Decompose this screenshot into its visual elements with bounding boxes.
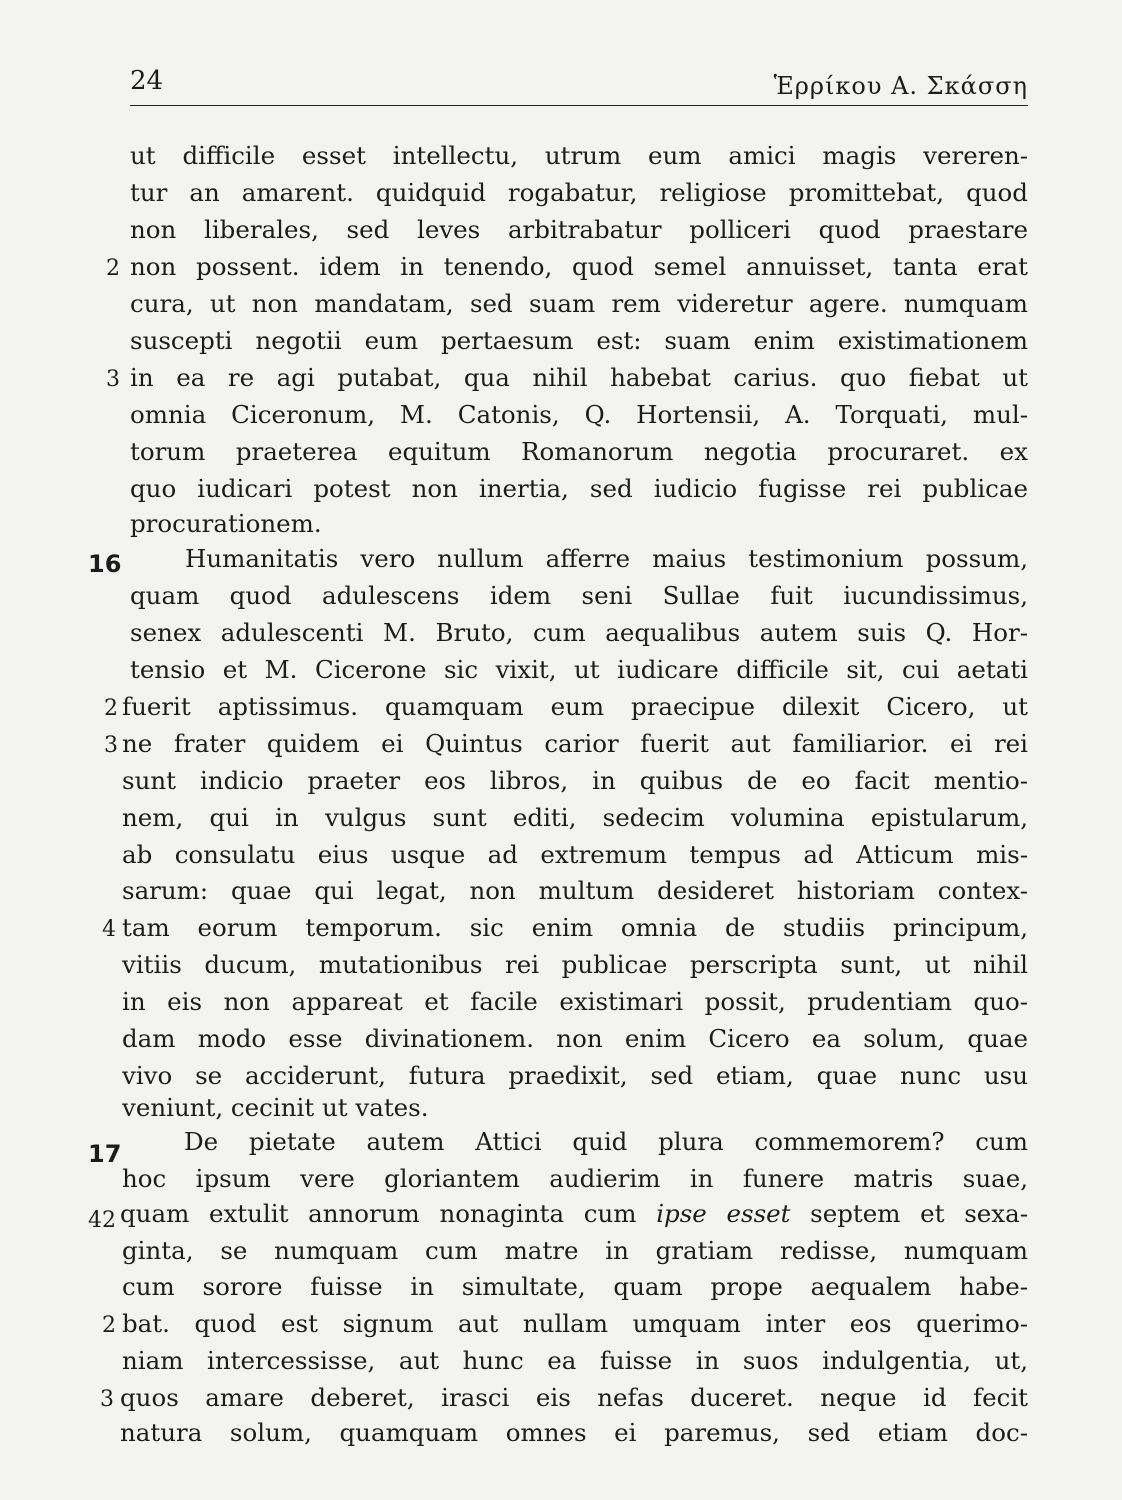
text-line: procurationem. xyxy=(130,509,322,538)
text-line xyxy=(120,1200,1028,1230)
margin-number: 4 xyxy=(102,917,116,942)
text-line: quo iudicari potest non inertia, sed iudicio fugisse rei publicae xyxy=(130,474,1028,503)
text-line: torum praeterea equitum Romanorum negotia procuraret. ex xyxy=(130,437,1028,466)
text-line: vivo se acciderunt, futura praedixit, sed etiam, quae nunc usu xyxy=(122,1061,1028,1090)
margin-number: 42 xyxy=(88,1208,116,1233)
text-line: veniunt, cecinit ut vates. xyxy=(122,1093,429,1122)
text-line: in eis non appareat et facile existimari possit, prudentiam quo- xyxy=(122,987,1028,1016)
text-line: ginta, se numquam cum matre in gratiam redisse, numquam xyxy=(122,1236,1028,1265)
text-line: omnia Ciceronum, M. Catonis, Q. Hortensii, A. Torquati, mul- xyxy=(130,400,1028,429)
text-line: ne frater quidem ei Quintus carior fuerit aut familiarior. ei rei xyxy=(122,729,1028,758)
chapter-number: 16 xyxy=(88,550,122,578)
text-line: senex adulescenti M. Bruto, cum aequalibus autem suis Q. Hor- xyxy=(130,618,1028,647)
text-line: ut difficile esset intellectu, utrum eum amici magis vereren- xyxy=(130,141,1028,170)
text-line: niam intercessisse, aut hunc ea fuisse in suos indulgentia, ut, xyxy=(122,1346,1028,1375)
text-line: De pietate autem Attici quid plura commemorem? cum xyxy=(184,1127,1028,1156)
margin-number: 2 xyxy=(106,256,120,281)
text-line: Humanitatis vero nullum afferre maius testimonium possum, xyxy=(185,544,1028,573)
text-segment: septem et sexa- xyxy=(790,1199,1028,1228)
text-line: hoc ipsum vere gloriantem audierim in funere matris suae, xyxy=(122,1164,1028,1193)
text-line: in ea re agi putabat, qua nihil habebat carius. quo fiebat ut xyxy=(130,363,1028,392)
text-line: dam modo esse divinationem. non enim Cicero ea solum, quae xyxy=(122,1024,1028,1053)
page-number: 24 xyxy=(130,66,164,96)
margin-number: 2 xyxy=(104,696,118,721)
text-line: tensio et M. Cicerone sic vixit, ut iudicare difficile sit, cui aetati xyxy=(130,655,1028,684)
margin-number: 3 xyxy=(104,733,118,758)
margin-number: 3 xyxy=(100,1387,114,1412)
text-line: non liberales, sed leves arbitrabatur polliceri quod praestare xyxy=(130,215,1028,244)
text-line: nem, qui in vulgus sunt editi, sedecim volumina epistularum, xyxy=(122,803,1028,832)
margin-number: 3 xyxy=(106,367,120,392)
text-line: bat. quod est signum aut nullam umquam inter eos querimo- xyxy=(122,1309,1028,1338)
running-head: Ἑρρίκου Α. Σκάσση xyxy=(773,72,1028,100)
text-segment: quam extulit annorum nonaginta cum xyxy=(120,1199,657,1228)
text-line: fuerit aptissimus. quamquam eum praecipue dilexit Cicero, ut xyxy=(122,692,1028,721)
text-line: natura solum, quamquam omnes ei paremus, sed etiam doc- xyxy=(120,1418,1028,1447)
text-line: vitiis ducum, mutationibus rei publicae perscripta sunt, ut nihil xyxy=(122,950,1028,979)
text-line: non possent. idem in tenendo, quod semel annuisset, tanta erat xyxy=(130,252,1028,281)
text-line: sarum: quae qui legat, non multum desideret historiam contex- xyxy=(122,876,1028,905)
text-line: cum sorore fuisse in simultate, quam prope aequalem habe- xyxy=(122,1272,1028,1301)
margin-number: 2 xyxy=(102,1313,116,1338)
text-line: sunt indicio praeter eos libros, in quibus de eo facit mentio- xyxy=(122,766,1028,795)
text-line: suscepti negotii eum pertaesum est: suam enim existimationem xyxy=(130,326,1028,355)
text-line: tur an amarent. quidquid rogabatur, religiose promittebat, quod xyxy=(130,178,1028,207)
text-line: ab consulatu eius usque ad extremum tempus ad Atticum mis- xyxy=(122,840,1028,869)
header-rule xyxy=(130,105,1028,106)
text-line: quam quod adulescens idem seni Sullae fuit iucundissimus, xyxy=(130,581,1028,610)
text-line: tam eorum temporum. sic enim omnia de studiis principum, xyxy=(122,913,1028,942)
text-line: cura, ut non mandatam, sed suam rem videretur agere. numquam xyxy=(130,289,1028,318)
chapter-number: 17 xyxy=(88,1140,122,1168)
italic-phrase: ipse esset xyxy=(656,1199,791,1228)
text-line: quos amare deberet, irasci eis nefas duceret. neque id fecit xyxy=(120,1383,1028,1412)
